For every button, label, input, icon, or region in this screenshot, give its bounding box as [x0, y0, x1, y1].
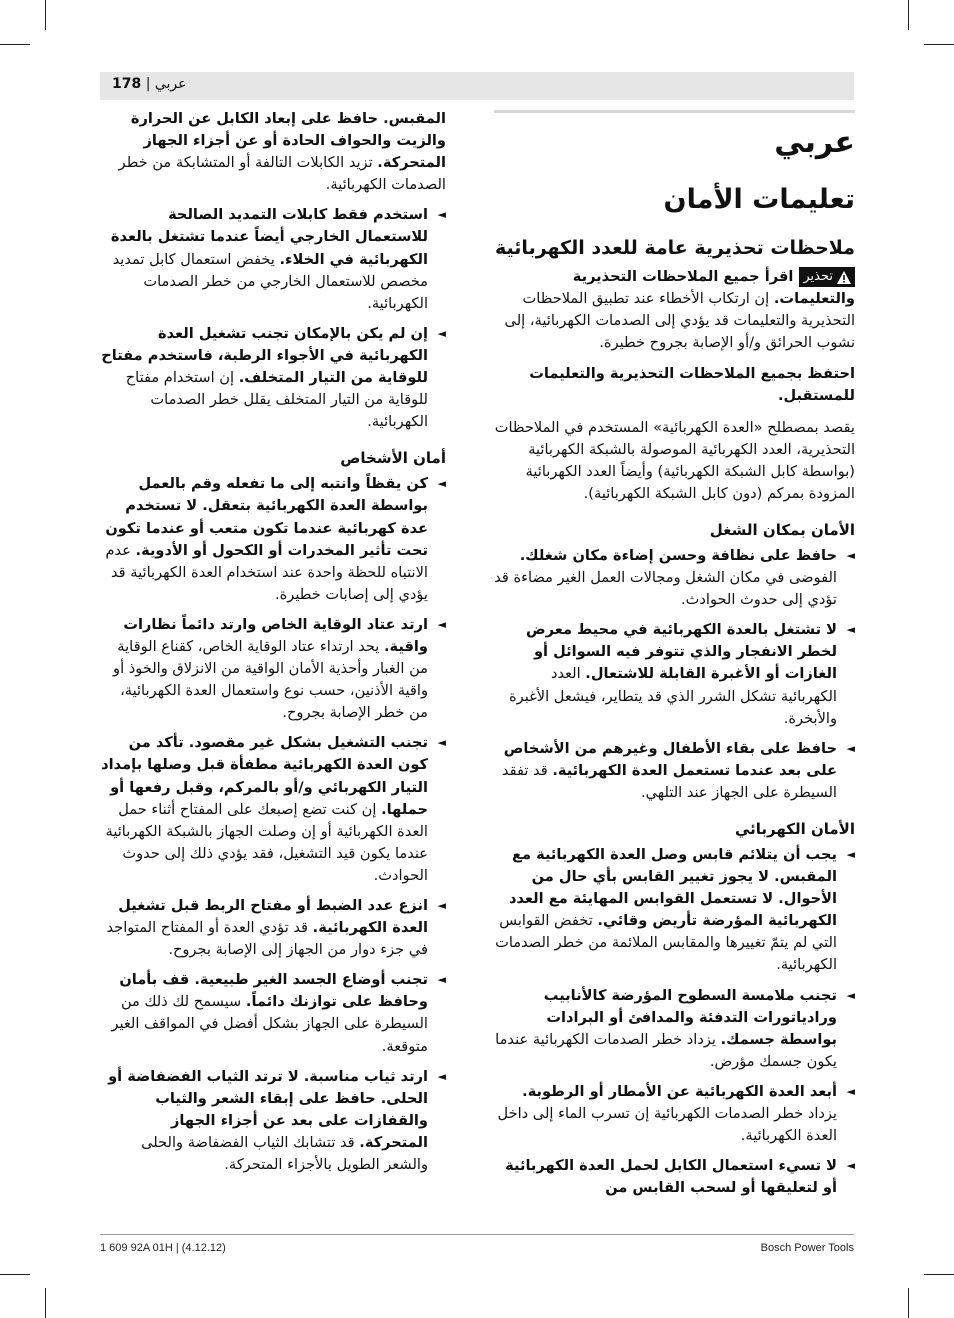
item-bold-text: لا تسيء استعمال الكابل لحمل العدة الكهربائية أو لتعليقها أو لسحب القابس من — [505, 1157, 837, 1197]
warning-triangle-icon — [837, 271, 851, 284]
item-body-text: العدد الكهربائية تشكل الشرر الذي قد يتطاير، فيشعل الأغبرة والأبخرة. — [509, 665, 837, 727]
crop-mark-bottom-left-h — [0, 1274, 30, 1275]
right-column — [494, 110, 855, 1207]
footer-doc-number: 1 609 92A 01H | (4.12.12) — [100, 1242, 226, 1254]
warning-badge — [799, 267, 855, 287]
header-separator: | — [145, 76, 155, 92]
section-title: عربي — [774, 125, 855, 160]
triangle-bullet-icon: ◄ — [846, 1159, 855, 1173]
item-bold-text: يجب أن يتلائم قابس وصل العدة الكهربائية مع المقبس. لا يجوز تغيير القابس بأي حال من الأحوال. لا تستعمل القوابس المهايئة مع العدد الكهربائية المؤرضة تأريض وقائي. — [509, 845, 837, 930]
list-item — [494, 985, 855, 1073]
triangle-bullet-icon: ◄ — [437, 208, 446, 222]
triangle-bullet-icon: ◄ — [846, 623, 855, 637]
item-bold-text: المقبس. حافظ على إبعاد الكابل عن الحرارة والزيت والحواف الحادة أو عن أجزاء الجهاز المتحركة. — [130, 110, 446, 172]
crop-mark-top-right-v — [908, 0, 909, 30]
list-item — [98, 732, 446, 887]
crop-mark-bottom-right-v — [908, 1288, 909, 1318]
list-item — [494, 545, 855, 611]
item-bold-text: تجنب التشغيل بشكل غير مقصود. تأكد من كون العدة الكهربائية مطفأة قبل وصلها بإمداد التيار الكهربائي و/أو بالمركم، وقبل رفعها أو حملها. — [101, 734, 428, 818]
crop-mark-top-left-h — [0, 44, 30, 45]
triangle-bullet-icon: ◄ — [846, 988, 855, 1002]
item-body-text: تزيد الكابلات التالفة أو المتشابكة من خطر الصدمات الكهربائية. — [118, 154, 446, 194]
item-bold-text: إن لم يكن بالإمكان تجنب تشغيل العدة الكهربائية في الأجواء الرطبة، فاستخدم مفتاح للوقاية من التيار المتخلف. — [101, 324, 428, 387]
item-bold-text: ارتد عتاد الوقاية الخاص وارتد دائماً نظارات واقية. — [123, 615, 428, 655]
crop-mark-bottom-right-h — [924, 1274, 954, 1275]
page-header-bar — [100, 72, 854, 100]
list-item — [98, 969, 446, 1057]
warning-badge-label: تحذير — [803, 269, 833, 284]
item-bold-text: استخدم فقط كابلات التمديد الصالحة للاستعمال الخارجي أيضاً عندما تشتغل بالعدة الكهربائية في الخلاء. — [110, 206, 428, 268]
triangle-bullet-icon: ◄ — [846, 847, 855, 861]
list-item — [98, 204, 446, 314]
triangle-bullet-icon: ◄ — [437, 899, 446, 912]
triangle-bullet-icon: ◄ — [437, 736, 446, 750]
warning-paragraph — [494, 266, 855, 354]
item-bold-text: تجنب ملامسة السطوح المؤرضة كالأنابيب ورادياتورات التدفئة والمدافئ أو البرادات بواسطة جسمك. — [543, 986, 837, 1048]
item-bold-text: انزع عدد الضبط أو مفتاح الربط قبل تشغيل العدة الكهربائية. — [118, 897, 428, 937]
warning-bold-text: اقرأ جميع الملاحظات التحذيرية والتعليمات. — [572, 268, 855, 308]
triangle-bullet-icon: ◄ — [846, 1084, 855, 1098]
item-bold-text: كن يقظاً وانتبه إلى ما تفعله وقم بالعمل بواسطة العدة الكهربائية بتعقل. لا تستخدم عدة كهربائية عندما تكون متعب أو عندما تكون تحت تأثير المخدرات أو الكحول أو الأدوية. — [105, 475, 428, 559]
list-item — [98, 614, 446, 724]
item-body-text: الفوضى في مكان الشغل ومجالات العمل الغير مضاءة قد تؤدي إلى حدوث الحوادث. — [494, 569, 837, 609]
keep-instructions-text: احتفظ بجميع الملاحظات التحذيرية والتعليمات للمستقبل. — [529, 365, 855, 405]
page-header — [112, 76, 187, 92]
item-body-text: إن كنت تضع إصبعك على المفتاح أثناء حمل العدة الكهربائية أو إن وصلت الجهاز بالشبكة الكهربائية عندما يكون قيد التشغيل، فقد يؤدي ذلك إلى حدوث الحوادث. — [105, 800, 428, 884]
personal-safety-heading: أمان الأشخاص — [340, 449, 446, 468]
triangle-bullet-icon: ◄ — [437, 477, 446, 491]
warning-body-text: إن ارتكاب الأخطاء عند تطبيق الملاحظات التحذيرية والتعليمات قد يؤدي إلى الصدمات الكهربائية، إلى نشوب الحرائق و/أو الإصابة بجروح خطيرة. — [504, 290, 855, 352]
crop-mark-top-right-h — [924, 44, 954, 45]
item-bold-text: حافظ على نظافة وحسن إضاءة مكان شغلك. — [519, 546, 837, 564]
list-item — [494, 844, 855, 977]
crop-mark-top-left-v — [45, 0, 46, 30]
item-body-text: يحد ارتداء عتاد الوقاية الخاص، كقناع الوقاية من الغبار وأحذية الأمان الواقية من الانزلاق والخوذ أو واقية الأذنين، حسب نوع واستعمال العدة الكهربائية، من خطر الإصابة بجروح. — [113, 637, 428, 722]
item-body-text: يزداد خطر الصدمات الكهربائية إن تسرب الماء إلى داخل العدة الكهربائية. — [497, 1105, 837, 1145]
item-bold-text: تجنب أوضاع الجسد الغير طبيعية. قف بأمان وحافظ على توازنك دائماً. — [119, 971, 428, 1011]
item-body-text: عدم الانتباه للحظة واحدة عند استخدام العدة الكهربائية قد يؤدي إلى إصابات خطيرة. — [105, 541, 428, 603]
workplace-heading: الأمان بمكان الشغل — [709, 520, 855, 539]
item-body-text: إن استخدام مفتاح للوقاية من التيار المتخلف يقلل خطر الصدمات الكهربائية. — [125, 369, 428, 431]
list-item — [98, 473, 446, 606]
subheading: ملاحظات تحذيرية عامة للعدد الكهربائية — [495, 237, 855, 259]
left-column — [98, 108, 446, 1184]
triangle-bullet-icon: ◄ — [437, 1069, 446, 1083]
item-body-text: قد تتشابك الثياب الفضفاضة والحلى والشعر الطويل بالأجزاء المتحركة. — [141, 1133, 428, 1174]
item-body-text: قد تؤدي العدة أو المفتاح المتواجد في جزء دوار من الجهاز إلى الإصابة بجروح. — [106, 919, 428, 959]
item-body-text: سيسمح لك ذلك من السيطرة على الجهاز بشكل أفضل في المواقف الغير متوقعة. — [111, 993, 428, 1055]
list-item — [98, 323, 446, 433]
section-rule — [494, 110, 855, 113]
list-item — [98, 1066, 446, 1176]
triangle-bullet-icon: ◄ — [846, 548, 855, 562]
continuation-item — [98, 108, 446, 196]
list-item — [494, 738, 855, 804]
item-body-text: يخفض استعمال كابل تمديد مخصص للاستعمال الخارجي من خطر الصدمات الكهربائية. — [112, 250, 428, 312]
item-bold-text: أبعد العدة الكهربائية عن الأمطار أو الرطوبة. — [522, 1082, 837, 1100]
list-item — [98, 895, 446, 961]
footer-rule — [100, 1234, 854, 1235]
triangle-bullet-icon: ◄ — [437, 973, 446, 987]
triangle-bullet-icon: ◄ — [437, 617, 446, 631]
triangle-bullet-icon: ◄ — [846, 741, 855, 755]
item-body-text: تخفض القوابس التي لم يتمّ تغييرها والمقابس الملائمة من خطر الصدمات الكهربائية. — [495, 912, 837, 974]
triangle-bullet-icon: ◄ — [437, 326, 446, 340]
page-title: تعليمات الأمان — [663, 184, 855, 215]
item-body-text: قد تفقد السيطرة على الجهاز عند التلهي. — [501, 761, 837, 801]
definition-paragraph: يقصد بمصطلح «العدة الكهربائية» المستخدم في الملاحظات التحذيرية، العدد الكهربائية الموصولة بالشبكة الكهربائية (بواسطة كابل الشبكة الكهربائية) وأيضاً العدد الكهربائية المزودة بمركم (دون كابل الشبكة الكهربائية). — [494, 418, 855, 502]
item-bold-text: ارتد ثياب مناسبة. لا ترتد الثياب الفضفاضة أو الحلى. حافظ على إبقاء الشعر والثياب والقفازات على بعد عن أجزاء الجهاز المتحركة. — [108, 1067, 428, 1151]
footer-brand: Bosch Power Tools — [760, 1242, 854, 1254]
header-language: عربي — [154, 76, 187, 92]
item-body-text: يزداد خطر الصدمات الكهربائية عندما يكون جسمك مؤرض. — [495, 1030, 837, 1070]
item-bold-text: لا تشتغل بالعدة الكهربائية في محيط معرض لخطر الانفجار والذي تتوفر فيه السوائل أو الغازات أو الأغبرة القابلة للاشتعال. — [526, 621, 837, 683]
list-item — [494, 619, 855, 729]
list-item — [494, 1155, 855, 1199]
crop-mark-bottom-left-v — [45, 1288, 46, 1318]
electrical-heading: الأمان الكهربائي — [734, 819, 855, 838]
page-number: 178 — [112, 76, 142, 92]
list-item — [494, 1081, 855, 1147]
item-bold-text: حافظ على بقاء الأطفال وغيرهم من الأشخاص على بعد عندما تستعمل العدة الكهربائية. — [503, 739, 837, 779]
